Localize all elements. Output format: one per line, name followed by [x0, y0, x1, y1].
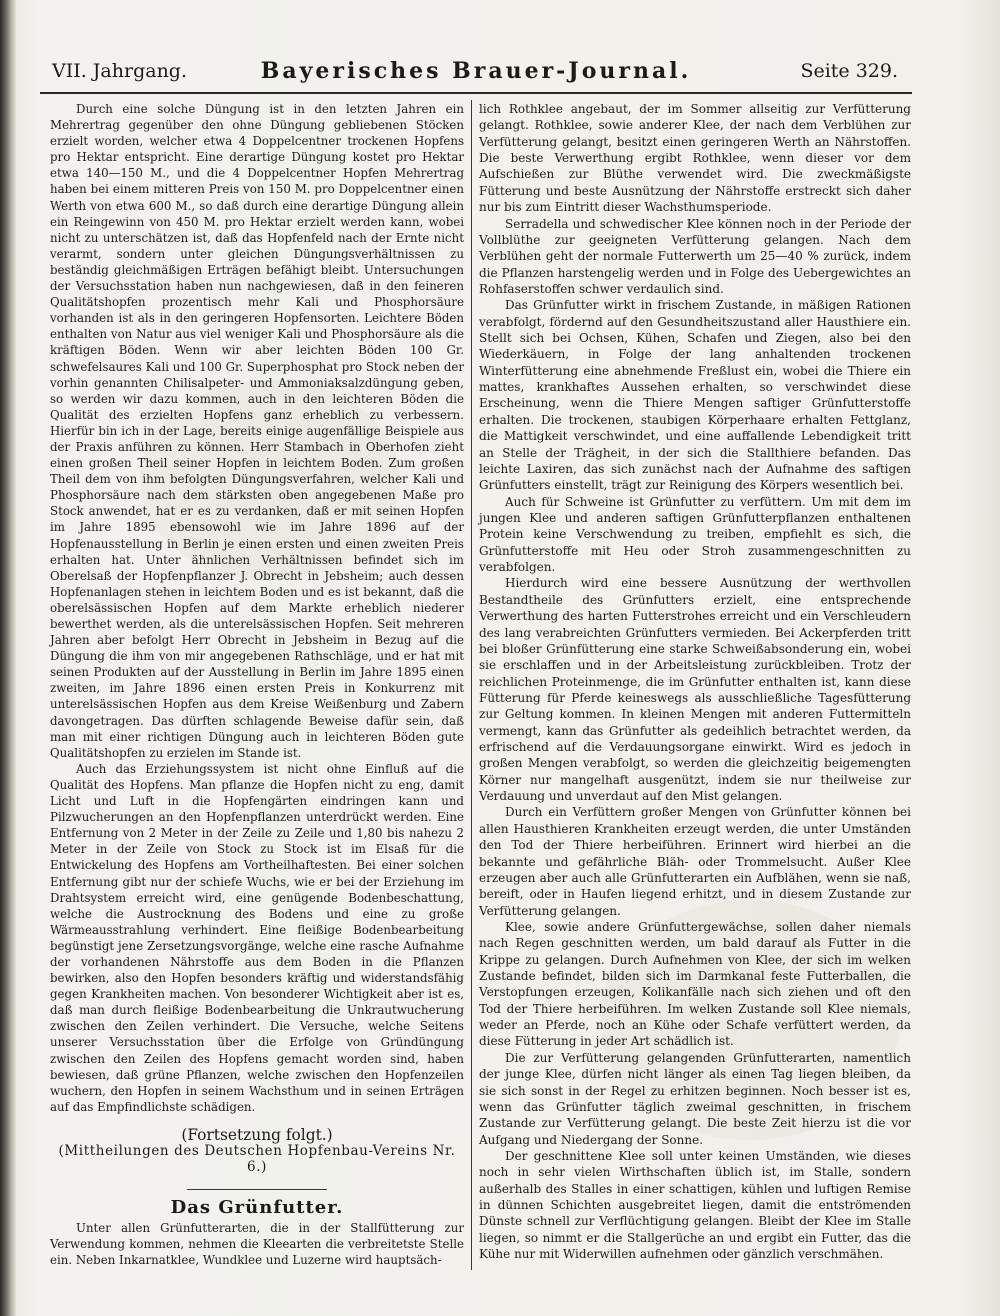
header-rule [40, 92, 912, 94]
paragraph: Serradella und schwedischer Klee können noch in der Periode der Vollblüthe zur geeigneten Verfütterung gelangen. Nach dem Verblühen geht der normale Futterwerth um 25—40 % zurück, indem die Pflanzen harstengelig werden und in Folge des Uebergewichtes an Rohfaserstoffen schwer verdaulich sind. [479, 216, 911, 296]
paragraph: lich Rothklee angebaut, der im Sommer allseitig zur Verfütterung gelangt. Rothklee, sowie anderer Klee, der nach dem Verblühen zur Verfütterung gelangt, besitzt einen geringeren Werth an Nährstoffen. Die beste Verwerthung ergibt Rothklee, wenn dieser vor dem Aufschießen zur Blüthe verwendet wird. Die zweckmäßigste Fütterung und beste Ausnützung der Nährstoffe erstreckt sich daher nur bis zum Eintritt dieser Wachsthumsperiode. [479, 102, 911, 215]
journal-title: Bayerisches Brauer-Journal. [260, 58, 692, 84]
page-header [40, 58, 912, 88]
left-column [50, 101, 464, 1269]
volume-label: VII. Jahrgang. [52, 60, 188, 82]
paragraph: Unter allen Grünfutterarten, die in der Stallfütterung zur Verwendung kommen, nehmen die Kleearten die verbreitetste Stelle ein. Neben Inkarnatklee, Wundklee und Luzerne wird hauptsäch- [50, 1221, 464, 1268]
paragraph: Auch das Erziehungssystem ist nicht ohne Einfluß auf die Qualität des Hopfens. Man pflanze die Hopfen nicht zu eng, damit Licht und Luft in die Hopfengärten eindringen kann und Pilzwucherungen an den Hopfenpflanzen unterdrückt werden. Eine Entfernung von 2 Meter in der Zeile zu Zeile und 1,80 bis nahezu 2 Meter in der Zeile von Stock zu Stock ist im Elsaß für die Entwickelung des Hopfens am Vortheilhaftesten. Bei einer solchen Entfernung gibt nur der schiefe Wuchs, wie er bei der Erziehung im Drahtsystem erreicht wird, eine genügende Bodenbeschattung, welche die Austrocknung des Bodens und eine zu große Wärmeausstrahlung verhindert. Eine fleißige Bodenbearbeitung begünstigt jene Zersetzungsvorgänge, welche eine rasche Aufnahme der vorhandenen Nährstoffe aus dem Boden in die Pflanzen bewirken, also den Hopfen besonders kräftig und widerstandsfähig gegen Krankheiten machen. Von besonderer Wichtigkeit aber ist es, daß man durch fleißige Bodenbearbeitung die Unkrautwucherung zwischen den Zeilen verhindert. Die Versuche, welche Seitens unserer Versuchsstation über die Erfolge von Gründüngung zwischen den Zeilen des Hopfens gemacht worden sind, haben bewiesen, daß grüne Pflanzen, welche zwischen den Hopfenzeilen wuchern, den Hopfen in seinem Wachsthum und in seinen Erträgen auf das Empfindlichste schädigen. [50, 761, 464, 1114]
paragraph: Hierdurch wird eine bessere Ausnützung der werthvollen Bestandtheile des Grünfutters erzielt, eine entsprechende Verwerthung des harten Futterstrohes erreicht und ein Verschleudern des lang verabreichten Grünfutters vermieden. Bei Ackerpferden tritt bei bloßer Grünfütterung eine starke Schweißabsonderung ein, wobei sie erschlaffen und in der Arbeitsleistung zurückbleiben. Trotz der reichlichen Proteinmenge, die im Grünfutter enthalten ist, kann diese Fütterung für Pferde keineswegs als ausschließliche Tagesfütterung zur Geltung kommen. In kleinen Mengen mit anderen Futtermitteln vermengt, kann das Grünfutter als gedeihlich betrachtet werden, da erfrischend auf die Verdauungsorgane einwirkt. Wird es jedoch in großen Mengen verabfolgt, so werden die gleichzeitig beigemengten Körner nur mangelhaft ausgenützt, indem sie nur theilweise zur Verdauung und unverdaut auf den Mist gelangen. [479, 576, 911, 804]
article-heading: Das Grünfutter. [170, 1197, 344, 1219]
continuation-note: (Fortsetzung folgt.) [181, 1125, 333, 1144]
paragraph: Durch ein Verfüttern großer Mengen von Grünfutter können bei allen Hausthieren Krankheiten erzeugt werden, die unter Umständen den Tod der Thiere herbeiführen. Erinnert wird hierbei an die bekannte und gefährliche Bläh- oder Trommelsucht. Außer Klee erzeugen aber auch alle Grünfutterarten ein Aufblähen, wenn sie naß, bereift, oder in Haufen liegend erhitzt, und in diesem Zustande zur Verfütterung gelangen. [479, 805, 911, 918]
paragraph: Klee, sowie andere Grünfuttergewächse, sollen daher niemals nach Regen geschnitten werden, um bald darauf als Futter in die Krippe zu gelangen. Durch Aufnehmen von Klee, der sich im welken Zustande befindet, bilden sich im Darmkanal feste Futterballen, die Verstopfungen erzeugen, Kolikanfälle nach sich ziehen und oft den Tod der Thiere herbeiführen. Im welken Zustande soll Klee niemals, weder an Pferde, noch an Kühe oder Schafe verfüttert werden, da diese Fütterung in jeder Art schädlich ist. [479, 919, 911, 1049]
paragraph: Durch eine solche Düngung ist in den letzten Jahren ein Mehrertrag gegenüber den ohne Düngung gebliebenen Stöcken erzielt worden, welcher etwa 4 Doppelcentner trockenen Hopfens pro Hektar entspricht. Eine derartige Düngung kostet pro Hektar etwa 140—150 M., und die 4 Doppelcentner Hopfen Mehrertrag haben bei einem mitteren Preis von 150 M. pro Doppelcentner einen Werth von etwa 600 M., so daß durch eine derartige Düngung allein ein Reingewinn von 450 M. pro Hektar erzielt werden kann, wobei nicht zu unterschätzen ist, daß das Hopfenfeld nach der Ernte nicht verarmt, sondern unter gleichen Düngungsverhältnissen zu beständig gleichmäßigen Erträgen befähigt bleibt. Untersuchungen der Versuchsstation haben nun nachgewiesen, daß in den feineren Qualitätshopfen prozentisch mehr Kali und Phosphorsäure vorhanden ist als in den geringeren Hopfensorten. Leichtere Böden enthalten von Natur aus viel weniger Kali und Phosphorsäure als die kräftigen Böden. Wenn wir aber leichten Böden 100 Gr. schwefelsaures Kali und 100 Gr. Superphosphat pro Stock neben der vorhin genannten Chilisalpeter- und Ammoniaksalzdüngung geben, so werden wir dazu kommen, auch in den leichteren Böden die Qualität des erzielten Hopfens ganz erheblich zu verbessern. Hierfür bin ich in der Lage, bereits einige augenfällige Beispiele aus der Praxis anführen zu können. Herr Stambach in Oberhofen zieht einen großen Theil seiner Hopfen in leichtem Boden. Zum großen Theil dem von ihm befolgten Düngungsverfahren, welcher Kali und Phosphorsäure nach dem stärksten oben angegebenen Maße pro Stock anwendet, hat er es zu verdanken, daß er mit seinen Hopfen im Jahre 1895 ebensowohl wie im Jahre 1896 auf der Hopfenausstellung in Berlin je einen ersten und einen zweiten Preis erhalten hat. Unter ähnlichen Verhältnissen befindet sich im Oberelsaß der Hopfenpflanzer J. Obrecht in Jebsheim; auch dessen Hopfenanlagen stehen in leichtem Boden und es ist bekannt, daß die oberelsässischen Hopfen auf dem Markte erheblich niederer bewerthet werden, als die unterelsässischen Hopfen. Seit mehreren Jahren aber befolgt Herr Obrecht in Jebsheim in Bezug auf die Düngung die ihm von mir angegebenen Rathschläge, und er hat mit seinen Produkten auf der Ausstellung in Berlin im Jahre 1895 einen zweiten, im Jahre 1896 einen ersten Preis in Konkurrenz mit unterelsässischen Hopfen aus dem Kreise Weißenburg und Zabern davongetragen. Das dürften schlagende Beweise dafür sein, daß man mit einer richtigen Düngung auch in leichteren Böden gute Qualitätshopfen zu erzielen im Stande ist. [50, 102, 464, 760]
paragraph: Das Grünfutter wirkt in frischem Zustande, in mäßigen Rationen verabfolgt, fördernd auf den Gesundheitszustand aller Hausthiere ein. Stellt sich bei Ochsen, Kühen, Schafen und Ziegen, also bei den Wiederkäuern, in Folge der lang anhaltenden trockenen Winterfütterung eine abnehmende Freßlust ein, wobei die Thiere ein mattes, krankhaftes Aussehen erhalten, so verschwindet diese Erscheinung, wenn die Thiere Mengen saftiger Grünfutterstoffe erhalten. Die trockenen, staubigen Körperhaare erhalten Fettglanz, die Mattigkeit verschwindet, und eine auffallende Lebendigkeit tritt an Stelle der Trägheit, in der sich die Stallthiere befanden. Das leichte Laxiren, das sich zunächst nach der Aufnahme des saftigen Grünfutters einstellt, trägt zur Reinigung des Körpers wesentlich bei. [479, 298, 911, 493]
section-separator [187, 1189, 327, 1190]
right-column [479, 101, 911, 1263]
paragraph: Der geschnittene Klee soll unter keinen Umständen, wie dieses noch in sehr vielen Wirthschaften üblich ist, im Stalle, sondern außerhalb des Stalles in einer schattigen, kühlen und luftigen Remise in dünnen Schichten ausgebreitet liegen, damit die entströmenden Dünste schnell zur Verflüchtigung gelangen. Bleibt der Klee im Stalle liegen, so nimmt er die Stallgerüche an und ergibt ein Futter, das die Kühe nur mit Widerwillen aufnehmen oder gänzlich verschmähen. [479, 1149, 911, 1262]
page-binding-edge [0, 0, 16, 1316]
column-divider [471, 100, 472, 1270]
source-note: (Mittheilungen des Deutschen Hopfenbau-Vereins Nr. 6.) [58, 1143, 456, 1176]
page-number: Seite 329. [800, 60, 898, 82]
paragraph: Die zur Verfütterung gelangenden Grünfutterarten, namentlich der junge Klee, dürfen nicht länger als einen Tag liegen bleiben, da sie sich sonst in der Regel zu erhitzen beginnen. Noch besser ist es, wenn das Grünfutter täglich zweimal geschnitten, in frischem Zustande zur Verfütterung gelangt. Die beste Zeit hierzu ist die vor Aufgang und Niedergang der Sonne. [479, 1050, 911, 1147]
paragraph: Auch für Schweine ist Grünfutter zu verfüttern. Um mit dem im jungen Klee und anderen saftigen Grünfutterpflanzen enthaltenen Protein keine Verschwendung zu treiben, empfiehlt es sich, die Grünfutterstoffe mit Heu oder Stroh zusammengeschnitten zu verabfolgen. [479, 494, 911, 575]
